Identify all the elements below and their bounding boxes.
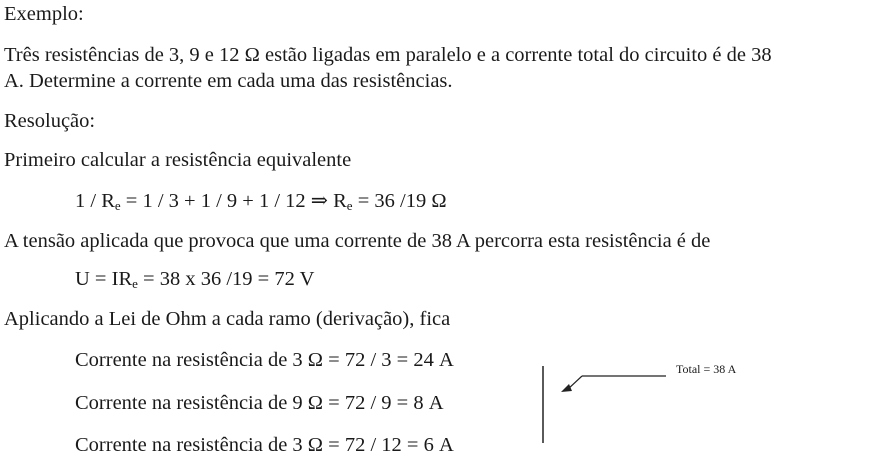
eq2-subscript: e: [132, 276, 138, 291]
eq1-subscript-2: e: [346, 198, 353, 213]
problem-statement-line-1: Três resistências de 3, 9 e 12 Ω estão ligadas em paralelo e a corrente total do circuito é de 38: [4, 44, 772, 66]
step-voltage-text: A tensão aplicada que provoca que uma corrente de 38 A percorra esta resistência é de: [4, 230, 711, 252]
eq2-part1: U = IR: [75, 268, 133, 290]
resolution-label: Resolução:: [4, 110, 96, 132]
problem-statement-line-2: A. Determine a corrente em cada uma das resistências.: [4, 70, 453, 92]
current-line-1: Corrente na resistência de 3 Ω = 72 / 3 = 24 A: [75, 349, 454, 371]
eq1-part2: = 1 / 3 + 1 / 9 + 1 / 12 ⇒ R: [120, 190, 347, 212]
eq1-part3: = 36 /19 Ω: [352, 190, 447, 212]
eq2-part2: = 38 x 36 /19 = 72 V: [137, 268, 315, 290]
eq1-part1: 1 / R: [75, 190, 115, 212]
current-line-3: Corrente na resistência de 3 Ω = 72 / 12 = 6 A: [75, 434, 454, 456]
example-label: Exemplo:: [4, 3, 84, 25]
total-current-note: Total = 38 A: [676, 362, 737, 376]
arrow-head: [561, 384, 572, 392]
eq1-subscript-1: e: [114, 198, 121, 213]
current-line-2: Corrente na resistência de 9 Ω = 72 / 9 = 8 A: [75, 392, 444, 414]
step-equivalent-resistance-text: Primeiro calcular a resistência equivalente: [4, 149, 352, 171]
step-ohm-law-text: Aplicando a Lei de Ohm a cada ramo (derivação), fica: [4, 308, 451, 330]
